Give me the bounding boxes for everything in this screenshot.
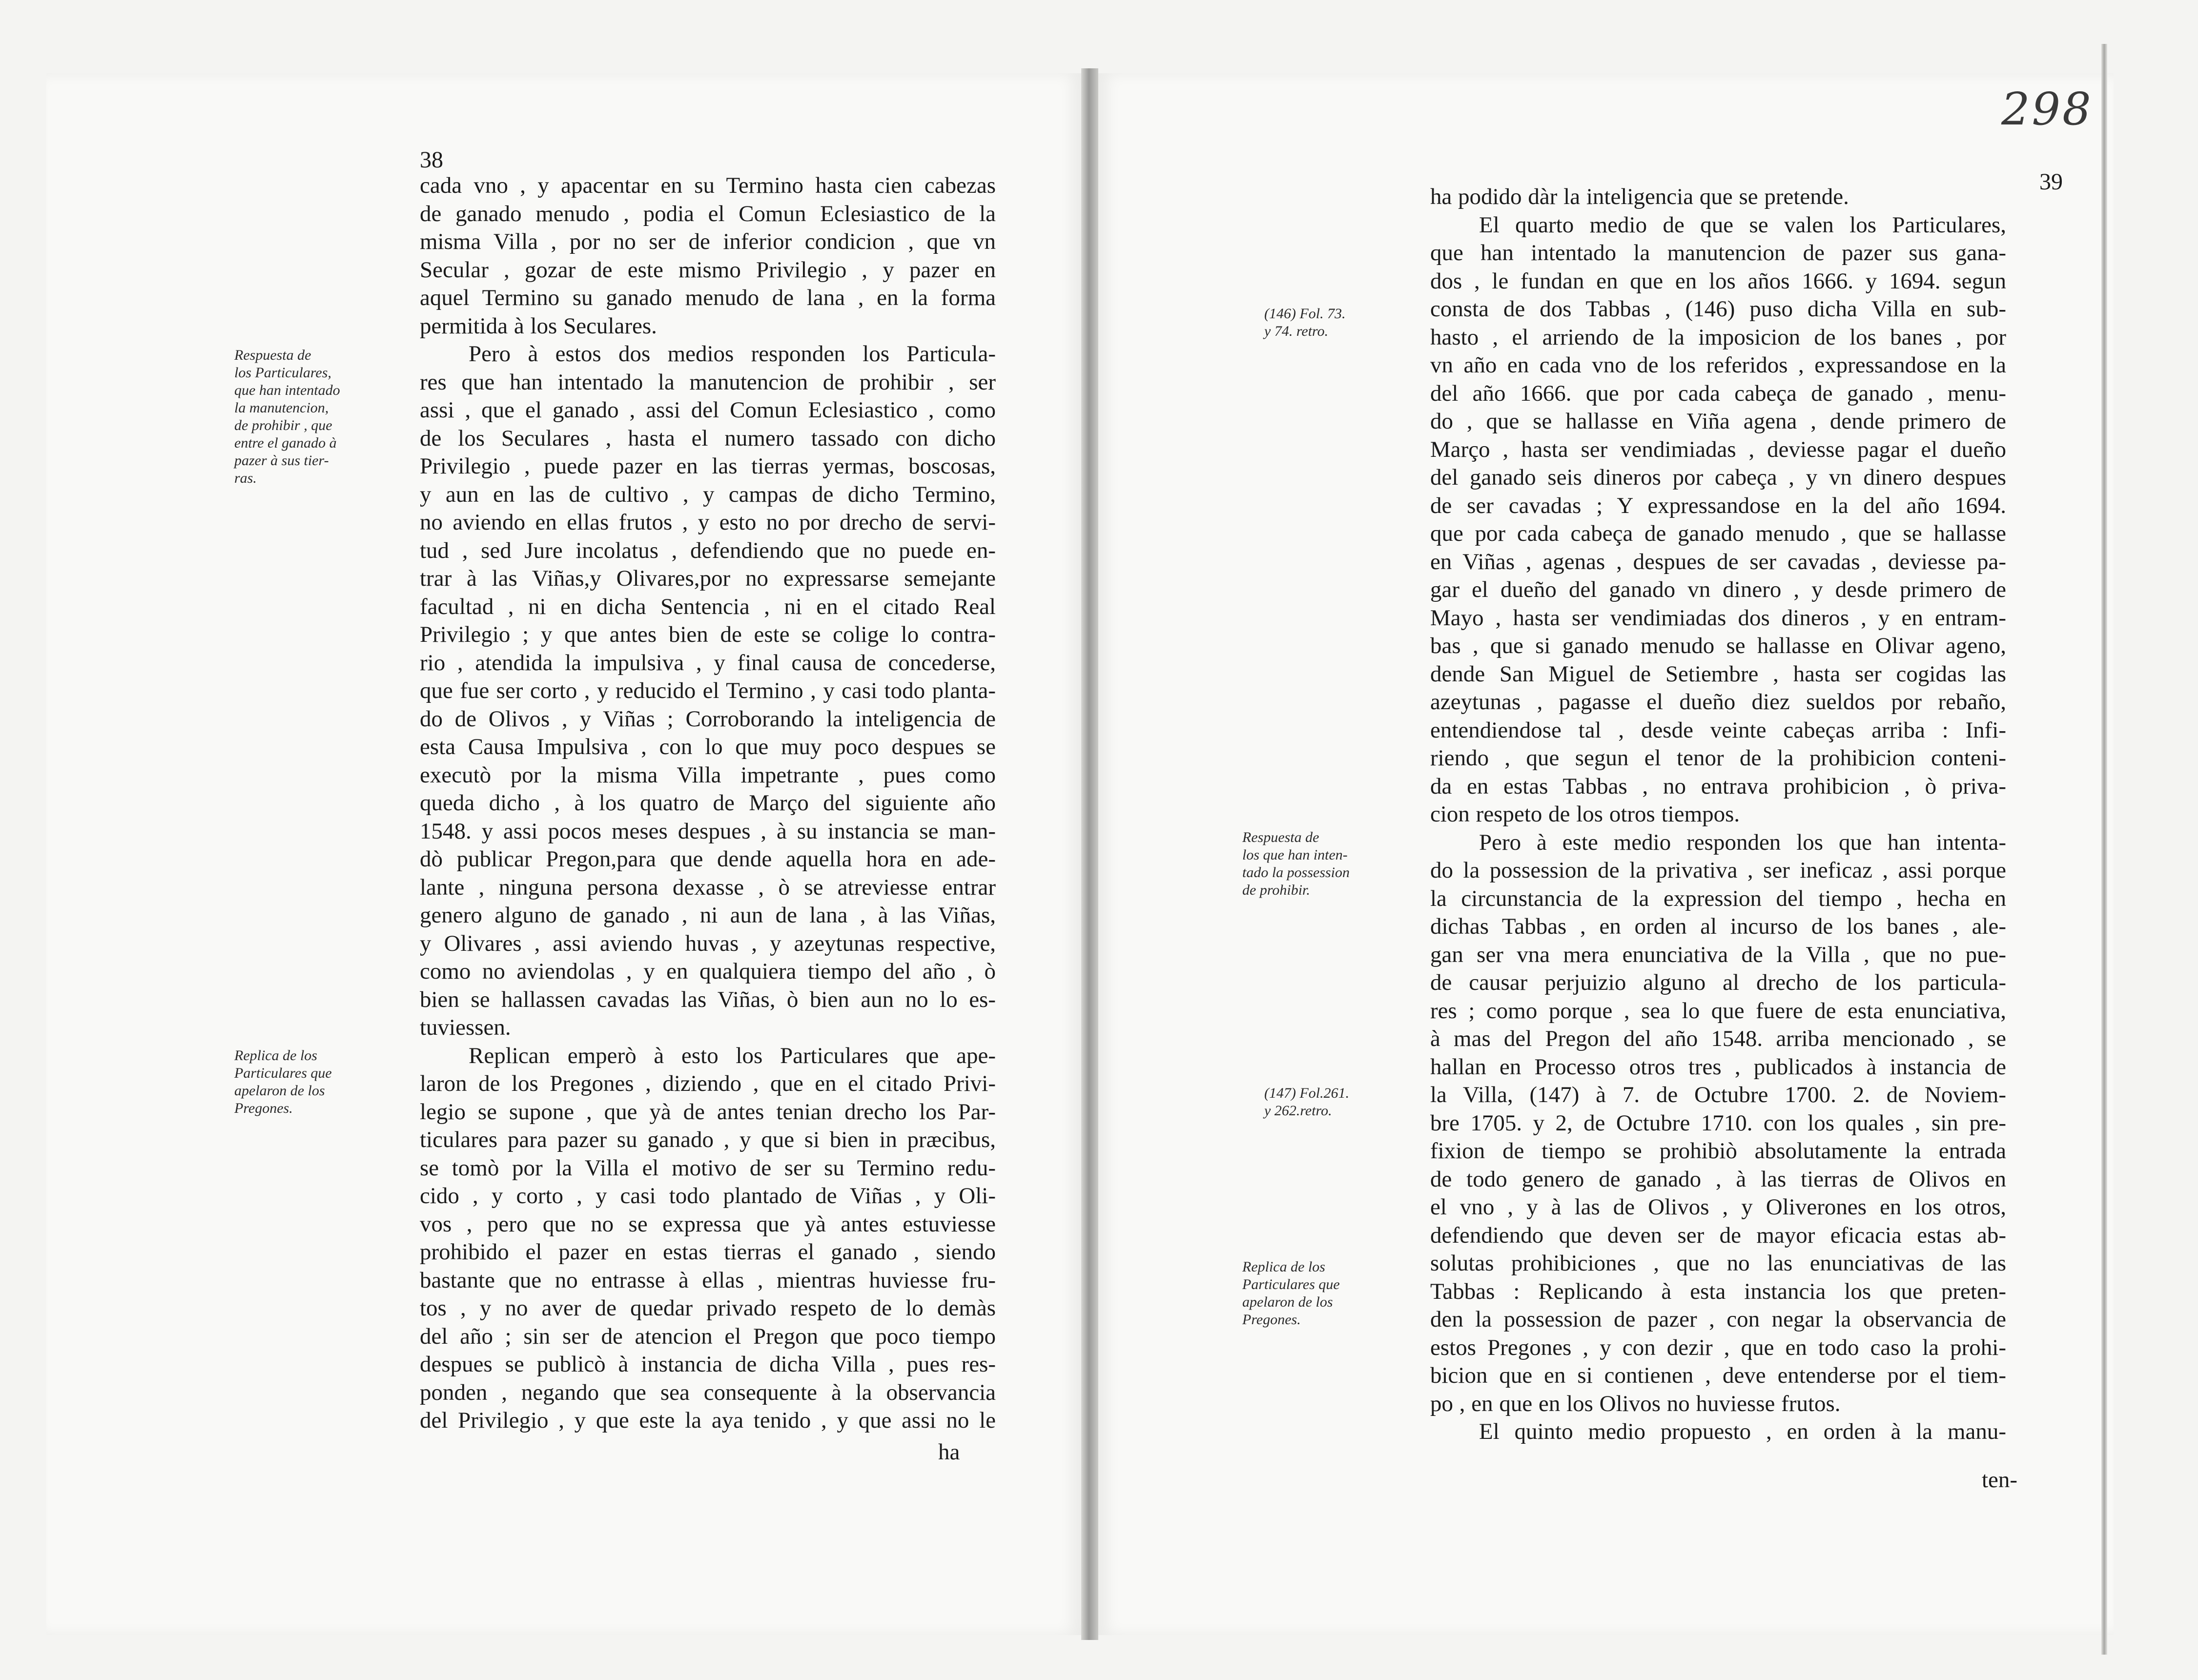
right-body-text	[1430, 183, 2006, 1446]
text-line: bien se hallassen cavadas las Viñas, ò bien aun no lo es-	[420, 986, 996, 1012]
text-line: ha podido dàr la inteligencia que se pretende.	[1430, 184, 1849, 209]
text-line: cido , y corto , y casi todo plantado de Viñas , y Oli-	[420, 1183, 996, 1209]
text-line: aquel Termino su ganado menudo de lana , en la forma	[420, 285, 996, 310]
text-line: tud , sed Jure incolatus , defendiendo que no puede en-	[420, 537, 996, 563]
text-line: Março , hasta ser vendimiadas , deviesse pagar el dueño	[1430, 436, 2006, 462]
text-line: Replican emperò à esto los Particulares que ape-	[469, 1043, 996, 1068]
text-line: Privilegio ; y que antes bien de este se colige lo contra-	[420, 622, 996, 647]
text-line: queda dicho , à los quatro de Março del siguiente año	[420, 790, 996, 816]
text-line: gan ser vna mera enunciativa de la Villa , que no pue-	[1430, 942, 2006, 967]
text-line: bicion que en si contienen , deve entenderse por el tiem-	[1430, 1363, 2006, 1388]
text-line: laron de los Pregones , diziendo , que en el citado Privi-	[420, 1071, 996, 1096]
text-line: cion respeto de los otros tiempos.	[1430, 801, 1740, 827]
text-line: gar el dueño del ganado vn dinero , y desde primero de	[1430, 577, 2006, 602]
text-line: se tomò por la Villa el motivo de ser su Termino redu-	[420, 1155, 996, 1181]
right-margin-note-2	[1242, 829, 1408, 899]
text-line: dende San Miguel de Setiembre , hasta ser cogidas las	[1430, 661, 2006, 687]
text-line: defendiendo que deven ser de mayor eficacia estas ab-	[1430, 1222, 2006, 1248]
text-line: en Viñas , agenas , despues de ser cavadas , deviesse pa-	[1430, 549, 2006, 574]
text-line: y Olivares , assi aviendo huvas , y azeytunas respective,	[420, 930, 996, 956]
margin-note-line: Respuesta de	[234, 347, 311, 363]
margin-note-line: Replica de los	[234, 1047, 317, 1064]
text-line: bastante que no entrasse à ellas , mientras huviesse fru-	[420, 1267, 996, 1293]
text-line: azeytunas , pagasse el dueño diez sueldos por rebaño,	[1430, 689, 2006, 715]
right-page-number: 39	[2039, 169, 2063, 195]
text-line: Pero à este medio responden los que han intenta-	[1479, 829, 2006, 855]
right-catchword: ten-	[1982, 1467, 2018, 1493]
text-line: assi , que el ganado , assi del Comun Eclesiastico , como	[420, 397, 996, 423]
text-line: 1548. y assi pocos meses despues , à su instancia se man-	[420, 818, 996, 844]
text-line: el vno , y à las de Olivos , y Oliverones en los otros,	[1430, 1194, 2006, 1220]
margin-note-line: los que han inten-	[1242, 847, 1348, 863]
margin-note-line: (147) Fol.261.	[1264, 1085, 1350, 1101]
right-margin-note-4	[1242, 1258, 1408, 1329]
text-line: de ganado menudo , podia el Comun Eclesiastico de la	[420, 201, 996, 226]
text-line: del Privilegio , y que este la aya tenido , y que assi no le	[420, 1408, 996, 1433]
page-edge	[2101, 44, 2107, 1655]
text-line: bre 1705. y 2, de Octubre 1710. con los quales , sin pre-	[1430, 1110, 2006, 1136]
text-line: dò publicar Pregon,para que dende aquella hora en ade-	[420, 846, 996, 872]
margin-note-line: Particulares que	[234, 1065, 332, 1081]
margin-note-line: apelaron de los	[1242, 1294, 1333, 1310]
margin-note-line: pazer à sus tier-	[234, 452, 329, 469]
margin-note-line: que han intentado	[234, 382, 340, 398]
text-line: executò por la misma Villa impetrante , pues como	[420, 762, 996, 788]
right-margin-note-3	[1264, 1085, 1420, 1120]
margin-note-line: de prohibir.	[1242, 882, 1310, 898]
text-line: de causar perjuizio alguno al drecho de los particula-	[1430, 970, 2006, 995]
text-line: hallan en Processo otros tres , publicados à instancia de	[1430, 1054, 2006, 1080]
left-margin-note-2	[234, 1047, 400, 1117]
text-line: El quinto medio propuesto , en orden à la manu-	[1479, 1419, 2006, 1444]
text-line: y aun en las de cultivo , y campas de dicho Termino,	[420, 481, 996, 507]
text-line: Mayo , hasta ser vendimiadas dos dineros , y en entram-	[1430, 605, 2006, 631]
text-line: la Villa, (147) à 7. de Octubre 1700. 2. de Noviem-	[1430, 1082, 2006, 1107]
text-line: despues se publicò à instancia de dicha Villa , pues res-	[420, 1352, 996, 1377]
text-line: como no aviendolas , y en qualquiera tiempo del año , ò	[420, 959, 996, 984]
text-line: cada vno , y apacentar en su Termino hasta cien cabezas	[420, 173, 996, 198]
text-line: prohibido el pazer en estas tierras el ganado , siendo	[420, 1239, 996, 1265]
text-line: esta Causa Impulsiva , con lo que muy poco despues se	[420, 734, 996, 759]
margin-note-line: y 74. retro.	[1264, 323, 1329, 339]
left-catchword: ha	[938, 1439, 960, 1465]
text-line: hasto , el arriendo de la imposicion de los banes , por	[1430, 324, 2006, 350]
left-margin-note-1	[234, 347, 400, 487]
text-line: Secular , gozar de este mismo Privilegio , y pazer en	[420, 257, 996, 283]
text-line: del ganado seis dineros por cabeça , y vn dinero despues	[1430, 465, 2006, 490]
text-line: do , que se hallasse en Viña agena , dende primero de	[1430, 409, 2006, 434]
text-line: misma Villa , por no ser de inferior condicion , que vn	[420, 229, 996, 254]
text-line: entendiendose tal , desde veinte cabeças arriba : Infi-	[1430, 717, 2006, 743]
text-line: riendo , que segun el tenor de la prohibicion conteni-	[1430, 745, 2006, 771]
margin-note-line: tado la possession	[1242, 864, 1350, 881]
text-line: del año 1666. que por cada cabeça de ganado , menu-	[1430, 380, 2006, 406]
text-line: Privilegio , puede pazer en las tierras yermas, boscosas,	[420, 453, 996, 479]
margin-note-line: Replica de los	[1242, 1259, 1325, 1275]
text-line: tos , y no aver de quedar privado respeto de lo demàs	[420, 1295, 996, 1321]
margin-note-line: y 262.retro.	[1264, 1103, 1332, 1119]
text-line: tuviessen.	[420, 1015, 511, 1040]
text-line: de todo genero de ganado , à las tierras de Olivos en	[1430, 1166, 2006, 1192]
text-line: ponden , negando que sea consequente à la observancia	[420, 1379, 996, 1405]
text-line: vn año en cada vno de los referidos , expressandose en la	[1430, 352, 2006, 378]
margin-note-line: los Particulares,	[234, 365, 331, 381]
margin-note-line: Particulares que	[1242, 1276, 1340, 1292]
text-line: po , en que en los Olivos no huviesse frutos.	[1430, 1391, 1841, 1416]
margin-note-line: apelaron de los	[234, 1083, 325, 1099]
text-line: do de Olivos , y Viñas ; Corroborando la inteligencia de	[420, 706, 996, 732]
text-line: que han intentado la manutencion de pazer sus gana-	[1430, 240, 2006, 266]
text-line: dos , le fundan en que en los años 1666. y 1694. segun	[1430, 268, 2006, 294]
text-line: de ser cavadas ; Y expressandose en la del año 1694.	[1430, 492, 2006, 518]
text-line: fixion de tiempo se prohibiò absolutamente la entrada	[1430, 1138, 2006, 1164]
text-line: vos , pero que no se expressa que yà antes estuviesse	[420, 1211, 996, 1237]
text-line: no aviendo en ellas frutos , y esto no por drecho de servi-	[420, 510, 996, 535]
text-line: consta de dos Tabbas , (146) puso dicha Villa en sub-	[1430, 296, 2006, 322]
handwritten-folio-number: 298	[2001, 83, 2093, 135]
margin-note-line: ras.	[234, 470, 257, 486]
text-line: de los Seculares , hasta el numero tassado con dicho	[420, 425, 996, 451]
margin-note-line: (146) Fol. 73.	[1264, 306, 1346, 322]
text-line: res ; como porque , sea lo que fuere de esta enunciativa,	[1430, 998, 2006, 1024]
text-line: Pero à estos dos medios responden los Particula-	[469, 341, 996, 367]
left-page-number: 38	[420, 147, 443, 173]
text-line: del año ; sin ser de atencion el Pregon que poco tiempo	[420, 1323, 996, 1349]
text-line: lante , ninguna persona dexasse , ò se atreviesse entrar	[420, 874, 996, 900]
text-line: estos Pregones , y con dezir , que en todo caso la prohi-	[1430, 1334, 2006, 1360]
text-line: den la possession de pazer , con negar la observancia de	[1430, 1307, 2006, 1332]
text-line: Tabbas : Replicando à esta instancia los que preten-	[1430, 1278, 2006, 1304]
text-line: da en estas Tabbas , no entrava prohibicion , ò priva-	[1430, 773, 2006, 799]
text-line: rio , atendida la impulsiva , y final causa de concederse,	[420, 650, 996, 676]
text-line: do la possession de la privativa , ser ineficaz , assi porque	[1430, 858, 2006, 883]
margin-note-line: Pregones.	[234, 1100, 293, 1116]
margin-note-line: entre el ganado à	[234, 435, 337, 451]
text-line: solutas prohibiciones , que no las enunciativas de las	[1430, 1250, 2006, 1276]
text-line: bas , que si ganado menudo se hallasse en Olivar ageno,	[1430, 633, 2006, 658]
text-line: permitida à los Seculares.	[420, 313, 657, 339]
text-line: legio se supone , que yà de antes tenian drecho los Par-	[420, 1099, 996, 1125]
margin-note-line: de prohibir , que	[234, 417, 332, 433]
margin-note-line: Respuesta de	[1242, 829, 1319, 845]
text-line: dichas Tabbas , en orden al incurso de los banes , ale-	[1430, 914, 2006, 939]
left-body-text	[420, 172, 996, 1435]
text-line: El quarto medio de que se valen los Particulares,	[1479, 212, 2006, 238]
book-gutter	[1081, 68, 1098, 1640]
text-line: ticulares para pazer su ganado , y que si bien in præcibus,	[420, 1127, 996, 1152]
text-line: res que han intentado la manutencion de prohibir , ser	[420, 369, 996, 395]
text-line: genero alguno de ganado , ni aun de lana , à las Viñas,	[420, 902, 996, 928]
margin-note-line: Pregones.	[1242, 1311, 1301, 1328]
text-line: facultad , ni en dicha Sentencia , ni en el citado Real	[420, 594, 996, 619]
right-margin-note-1	[1264, 305, 1420, 340]
text-line: la circunstancia de la expression del tiempo , hecha en	[1430, 885, 2006, 911]
text-line: trar à las Viñas,y Olivares,por no expressarse semejante	[420, 566, 996, 591]
text-line: que por cada cabeça de ganado menudo , que se hallasse	[1430, 521, 2006, 546]
text-line: que fue ser corto , y reducido el Termino , y casi todo planta-	[420, 678, 996, 703]
text-line: à mas del Pregon del año 1548. arriba mencionado , se	[1430, 1026, 2006, 1051]
margin-note-line: la manutencion,	[234, 400, 329, 416]
